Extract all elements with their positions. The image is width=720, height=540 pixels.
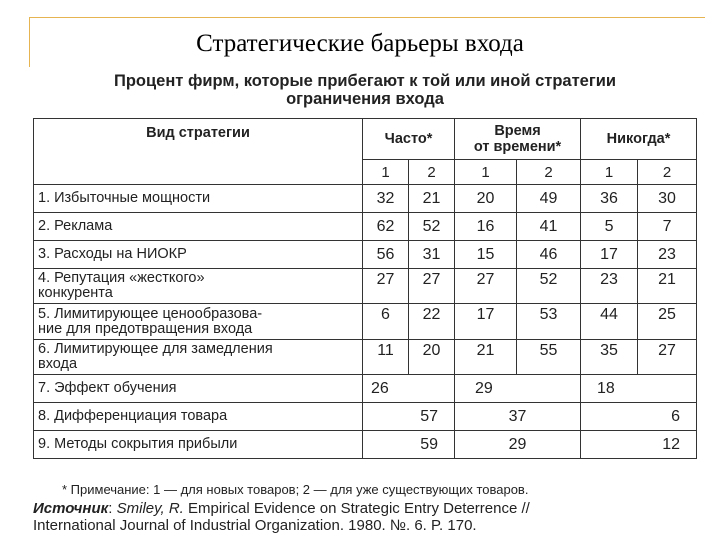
table-note: * Примечание: 1 — для новых товаров; 2 — для уже существующих товаров. (62, 482, 529, 497)
cell-value: 36 (581, 185, 638, 213)
cell-value: 27 (363, 269, 409, 304)
cell-value: 21 (409, 185, 455, 213)
caption-line-1: Процент фирм, которые прибегают к той или иной стратегии (113, 72, 617, 90)
cell-value: 17 (455, 304, 517, 340)
cell-value: 31 (409, 241, 455, 269)
cell-value: 41 (517, 213, 581, 241)
cell-value: 17 (581, 241, 638, 269)
slide-title: Стратегические барьеры входа (196, 30, 524, 57)
cell-value: 23 (638, 241, 697, 269)
table-row (34, 403, 697, 431)
cell-value: 16 (455, 213, 517, 241)
cell-value: 6 (581, 403, 697, 431)
table-row (34, 241, 697, 269)
cell-value: 27 (409, 269, 455, 304)
source-line-1 (33, 500, 703, 517)
source-label-colon: : (108, 500, 117, 517)
table-header-row (34, 119, 697, 160)
decorative-rule-horizontal (29, 17, 705, 18)
cell-value: 21 (638, 269, 697, 304)
table-caption (30, 72, 700, 108)
source-text-line-2: International Journal of Industrial Organization. 1980. №. 6. P. 170. (33, 517, 477, 534)
cell-value: 26 (363, 375, 455, 403)
row-label-line-1: 4. Репутация «жесткого» (38, 270, 205, 286)
cell-value: 12 (581, 431, 697, 459)
cell-value: 49 (517, 185, 581, 213)
row-label (34, 304, 363, 340)
cell-value: 7 (638, 213, 697, 241)
cell-value: 62 (363, 213, 409, 241)
subheader-never-1: 1 (581, 160, 638, 185)
cell-value: 32 (363, 185, 409, 213)
subheader-sometimes-2: 2 (517, 160, 581, 185)
table-row (34, 304, 697, 340)
table-row (34, 213, 697, 241)
header-sometimes-line-1: Время (494, 123, 541, 139)
cell-value: 5 (581, 213, 638, 241)
row-label-line-2: конкурента (38, 285, 113, 301)
cell-value: 6 (363, 304, 409, 340)
cell-value: 15 (455, 241, 517, 269)
header-sometimes (455, 119, 581, 160)
row-label: 7. Эффект обучения (34, 375, 363, 403)
row-label: 2. Реклама (34, 213, 363, 241)
row-label (34, 269, 363, 304)
row-label-line-2: входа (38, 356, 78, 372)
cell-value: 53 (517, 304, 581, 340)
source-author: Smiley, R. (116, 500, 184, 517)
subheader-sometimes-1: 1 (455, 160, 517, 185)
cell-value: 29 (455, 375, 581, 403)
cell-value: 35 (581, 340, 638, 375)
row-label-line-2: ние для предотвращения входа (38, 320, 253, 337)
table-row (34, 431, 697, 459)
row-label: 8. Дифференциация товара (34, 403, 363, 431)
source-text-line-1: Empirical Evidence on Strategic Entry Deterrence // (183, 500, 530, 517)
header-never: Никогда* (581, 119, 697, 160)
header-sometimes-line-2: от времени* (473, 139, 562, 155)
cell-value: 56 (363, 241, 409, 269)
table-row (34, 375, 697, 403)
cell-value: 27 (638, 340, 697, 375)
header-often: Часто* (363, 119, 455, 160)
cell-value: 22 (409, 304, 455, 340)
cell-value: 23 (581, 269, 638, 304)
strategy-table (33, 118, 697, 459)
cell-value: 52 (517, 269, 581, 304)
table-row (34, 340, 697, 375)
source-label: Источник (33, 500, 109, 517)
cell-value: 55 (517, 340, 581, 375)
cell-value: 29 (455, 431, 581, 459)
row-label: 9. Методы сокрытия прибыли (34, 431, 363, 459)
cell-value: 20 (409, 340, 455, 375)
source-citation (33, 500, 703, 534)
row-label: 3. Расходы на НИОКР (34, 241, 363, 269)
cell-value: 25 (638, 304, 697, 340)
row-label: 1. Избыточные мощности (34, 185, 363, 213)
row-label-line-1: 5. Лимитирующее ценообразова- (38, 305, 263, 322)
cell-value: 59 (363, 431, 455, 459)
cell-value: 37 (455, 403, 581, 431)
cell-value: 57 (363, 403, 455, 431)
caption-line-2: ограничения входа (286, 90, 444, 108)
subheader-often-2: 2 (409, 160, 455, 185)
cell-value: 20 (455, 185, 517, 213)
cell-value: 27 (455, 269, 517, 304)
cell-value: 30 (638, 185, 697, 213)
header-strategy: Вид стратегии (34, 119, 363, 185)
table-row (34, 269, 697, 304)
cell-value: 21 (455, 340, 517, 375)
row-label (34, 340, 363, 375)
subheader-often-1: 1 (363, 160, 409, 185)
cell-value: 52 (409, 213, 455, 241)
table-row (34, 185, 697, 213)
cell-value: 11 (363, 340, 409, 375)
cell-value: 44 (581, 304, 638, 340)
row-label-line-1: 6. Лимитирующее для замедления (38, 341, 273, 357)
subheader-never-2: 2 (638, 160, 697, 185)
cell-value: 46 (517, 241, 581, 269)
cell-value: 18 (581, 375, 697, 403)
